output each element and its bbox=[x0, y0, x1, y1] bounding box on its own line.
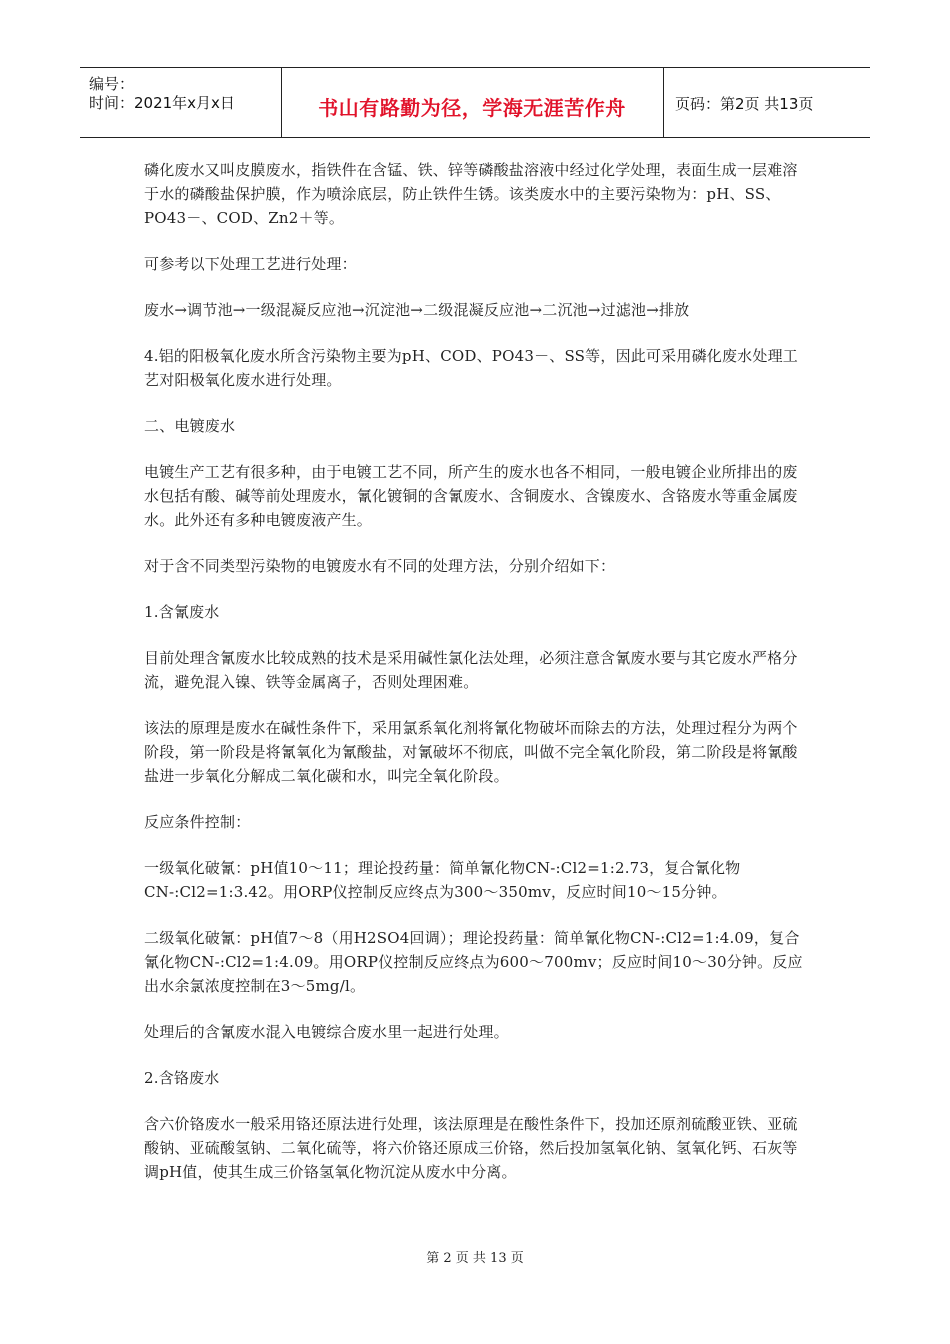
date-label: 时间：2021年x月x日 bbox=[89, 94, 235, 112]
paragraph: 该法的原理是废水在碱性条件下，采用氯系氧化剂将氰化物破坏而除去的方法，处理过程分为两个阶段，第一阶段是将氰氧化为氰酸盐，对氰破坏不彻底，叫做不完全氧化阶段，第二阶段是将氰酸盐进一步氧化分解成二氧化碳和水，叫完全氧化阶段。 bbox=[144, 719, 798, 785]
code-label: 编号： bbox=[89, 75, 135, 93]
paragraph: 含六价铬废水一般采用铬还原法进行处理，该法原理是在酸性条件下，投加还原剂硫酸亚铁、亚硫酸钠、亚硫酸氢钠、二氧化硫等，将六价铬还原成三价铬，然后投加氢氧化钠、氢氧化钙、石灰等调pH值，使其生成三价铬氢氧化物沉淀从废水中分离。 bbox=[144, 1115, 798, 1181]
subsection-heading: 2.含铬废水 bbox=[144, 1069, 220, 1087]
header-info-cell bbox=[80, 68, 282, 137]
page-header bbox=[80, 67, 870, 138]
paragraph: 对于含不同类型污染物的电镀废水有不同的处理方法，分别介绍如下： bbox=[144, 557, 616, 575]
paragraph: 电镀生产工艺有很多种，由于电镀工艺不同，所产生的废水也各不相同，一般电镀企业所排出的废水包括有酸、碱等前处理废水，氰化镀铜的含氰废水、含铜废水、含镍废水、含铬废水等重金属废水。此外还有多种电镀废液产生。 bbox=[144, 463, 798, 529]
paragraph: 反应条件控制： bbox=[144, 813, 251, 831]
section-heading: 二、电镀废水 bbox=[144, 417, 236, 435]
paragraph: 一级氧化破氰：pH值10～11；理论投药量：简单氰化物CN-:Cl2=1:2.73，复合氰化物CN-:Cl2=1:3.42。用ORP仪控制反应终点为300～350mv，反应时间10～15分钟。 bbox=[144, 859, 741, 901]
motto-text: 书山有路勤为径，学海无涯苦作舟 bbox=[318, 96, 626, 120]
paragraph: 目前处理含氰废水比较成熟的技术是采用碱性氯化法处理，必须注意含氰废水要与其它废水严格分流，避免混入镍、铁等金属离子，否则处理困难。 bbox=[144, 649, 798, 691]
paragraph: 4.铝的阳极氧化废水所含污染物主要为pH、COD、PO43－、SS等，因此可采用磷化废水处理工艺对阳极氧化废水进行处理。 bbox=[144, 347, 798, 389]
header-motto-cell bbox=[281, 68, 664, 137]
paragraph: 处理后的含氰废水混入电镀综合废水里一起进行处理。 bbox=[144, 1023, 509, 1041]
paragraph: 磷化废水又叫皮膜废水，指铁件在含锰、铁、锌等磷酸盐溶液中经过化学处理，表面生成一层难溶于水的磷酸盐保护膜，作为喷涂底层，防止铁件生锈。该类废水中的主要污染物为：pH、SS、PO43－、COD、Zn2＋等。 bbox=[144, 161, 798, 227]
document-body bbox=[144, 158, 804, 1206]
process-flow: 废水→调节池→一级混凝反应池→沉淀池→二级混凝反应池→二沉池→过滤池→排放 bbox=[144, 301, 690, 319]
header-page-cell bbox=[663, 68, 870, 137]
paragraph: 二级氧化破氰：pH值7～8（用H2SO4回调）；理论投药量：简单氰化物CN-:Cl2=1:4.09，复合氰化物CN-:Cl2=1:4.09。用ORP仪控制反应终点为600～700mv；反应时间10～30分钟。反应出水余氯浓度控制在3～5mg/l。 bbox=[144, 929, 803, 995]
page-footer: 第 2 页 共 13 页 bbox=[426, 1251, 524, 1266]
subsection-heading: 1.含氰废水 bbox=[144, 603, 220, 621]
paragraph: 可参考以下处理工艺进行处理： bbox=[144, 255, 357, 273]
page-code: 页码：第2页 共13页 bbox=[675, 95, 814, 113]
